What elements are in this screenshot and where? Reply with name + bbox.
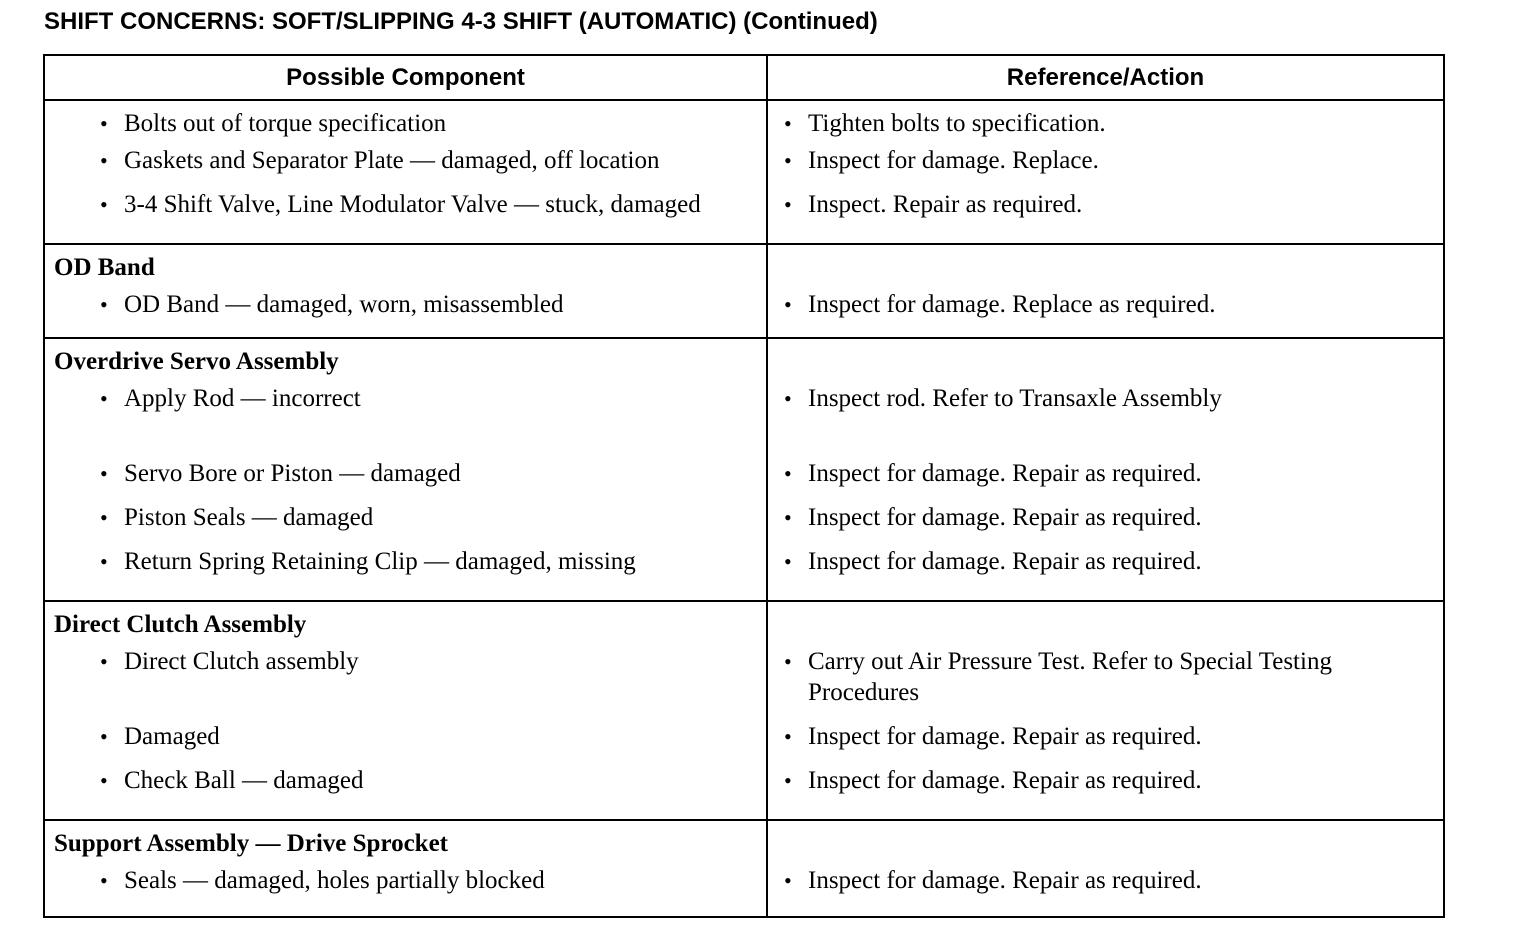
component-cell bbox=[44, 765, 767, 820]
component-cell bbox=[44, 546, 767, 601]
bullet-icon: • bbox=[784, 111, 792, 136]
group-heading-spacer bbox=[767, 244, 1444, 289]
component-text: Seals — damaged, holes partially blocked bbox=[124, 867, 545, 894]
action-text: Tighten bolts to specification. bbox=[808, 110, 1106, 137]
action-cell bbox=[767, 865, 1444, 917]
group-heading-cell bbox=[44, 244, 767, 289]
table-row bbox=[44, 646, 1444, 721]
action-cell bbox=[767, 145, 1444, 189]
table-row bbox=[44, 865, 1444, 917]
group-heading-row bbox=[44, 338, 1444, 383]
list-item bbox=[45, 189, 766, 243]
list-item bbox=[768, 721, 1443, 765]
table-row bbox=[44, 458, 1444, 502]
action-cell bbox=[767, 458, 1444, 502]
column-header-action: Reference/Action bbox=[767, 55, 1444, 100]
component-text: OD Band — damaged, worn, misassembled bbox=[124, 291, 564, 318]
action-cell bbox=[767, 646, 1444, 721]
action-cell bbox=[767, 289, 1444, 338]
bullet-icon: • bbox=[784, 768, 792, 793]
component-cell bbox=[44, 383, 767, 458]
group-heading-cell bbox=[44, 820, 767, 865]
component-cell bbox=[44, 721, 767, 765]
component-cell bbox=[44, 865, 767, 917]
component-text: Servo Bore or Piston — damaged bbox=[124, 460, 461, 487]
list-item bbox=[45, 458, 766, 502]
list-item bbox=[45, 646, 766, 721]
table-row bbox=[44, 546, 1444, 601]
list-item bbox=[768, 289, 1443, 337]
component-text: Apply Rod — incorrect bbox=[124, 385, 361, 412]
bullet-icon: • bbox=[100, 461, 108, 486]
table-row bbox=[44, 721, 1444, 765]
component-text: Check Ball — damaged bbox=[124, 767, 364, 794]
table-row bbox=[44, 765, 1444, 820]
action-text: Inspect for damage. Repair as required. bbox=[808, 723, 1202, 750]
bullet-icon: • bbox=[100, 192, 108, 217]
bullet-icon: • bbox=[100, 292, 108, 317]
bullet-icon: • bbox=[100, 724, 108, 749]
table-row bbox=[44, 502, 1444, 546]
component-text: Damaged bbox=[124, 723, 220, 750]
bullet-icon: • bbox=[100, 549, 108, 574]
group-heading-spacer bbox=[767, 601, 1444, 646]
bullet-icon: • bbox=[784, 549, 792, 574]
group-heading-row bbox=[44, 601, 1444, 646]
component-text: Direct Clutch assembly bbox=[124, 648, 359, 675]
group-heading: Direct Clutch Assembly bbox=[54, 611, 307, 638]
list-item bbox=[45, 101, 766, 145]
group-heading: OD Band bbox=[54, 254, 155, 281]
list-item bbox=[768, 546, 1443, 600]
component-cell bbox=[44, 289, 767, 338]
table-row bbox=[44, 189, 1444, 244]
bullet-icon: • bbox=[784, 292, 792, 317]
list-item bbox=[768, 458, 1443, 502]
bullet-icon: • bbox=[100, 649, 108, 674]
action-text: Inspect. Repair as required. bbox=[808, 191, 1083, 218]
column-header-component: Possible Component bbox=[44, 55, 767, 100]
bullet-icon: • bbox=[784, 724, 792, 749]
page-title: SHIFT CONCERNS: SOFT/SLIPPING 4-3 SHIFT (AUTOMATIC) (Continued) bbox=[44, 8, 878, 35]
bullet-icon: • bbox=[100, 111, 108, 136]
list-item bbox=[768, 646, 1443, 721]
bullet-icon: • bbox=[100, 148, 108, 173]
action-cell bbox=[767, 765, 1444, 820]
table-header-row bbox=[44, 55, 1444, 100]
list-item bbox=[45, 502, 766, 546]
table-row bbox=[44, 145, 1444, 189]
bullet-icon: • bbox=[100, 505, 108, 530]
bullet-icon: • bbox=[784, 505, 792, 530]
component-text: Bolts out of torque specification bbox=[124, 110, 447, 137]
bullet-icon: • bbox=[784, 192, 792, 217]
list-item bbox=[45, 721, 766, 765]
group-heading-spacer bbox=[767, 338, 1444, 383]
bullet-icon: • bbox=[784, 386, 792, 411]
component-cell bbox=[44, 100, 767, 145]
list-item bbox=[45, 289, 766, 337]
list-item bbox=[45, 546, 766, 600]
list-item bbox=[768, 145, 1443, 189]
action-text: Inspect for damage. Repair as required. bbox=[808, 767, 1202, 794]
action-text: Inspect rod. Refer to Transaxle Assembly bbox=[808, 385, 1222, 412]
group-heading: Overdrive Servo Assembly bbox=[54, 348, 339, 375]
group-heading-cell bbox=[44, 601, 767, 646]
group-heading: Support Assembly — Drive Sprocket bbox=[54, 830, 449, 857]
bullet-icon: • bbox=[100, 386, 108, 411]
component-text: Gaskets and Separator Plate — damaged, off location bbox=[124, 147, 660, 174]
group-heading-cell bbox=[44, 338, 767, 383]
list-item bbox=[45, 865, 766, 916]
bullet-icon: • bbox=[784, 649, 792, 674]
action-text: Inspect for damage. Replace as required. bbox=[808, 291, 1216, 318]
table-row bbox=[44, 289, 1444, 338]
component-cell bbox=[44, 458, 767, 502]
action-cell bbox=[767, 546, 1444, 601]
action-cell bbox=[767, 721, 1444, 765]
group-heading-row bbox=[44, 820, 1444, 865]
list-item bbox=[45, 383, 766, 458]
group-heading-row bbox=[44, 244, 1444, 289]
action-text: Inspect for damage. Repair as required. bbox=[808, 867, 1202, 894]
group-heading-spacer bbox=[767, 820, 1444, 865]
list-item bbox=[768, 383, 1443, 458]
component-cell bbox=[44, 646, 767, 721]
component-cell bbox=[44, 189, 767, 244]
bullet-icon: • bbox=[784, 868, 792, 893]
list-item bbox=[768, 865, 1443, 916]
list-item bbox=[45, 765, 766, 819]
list-item bbox=[768, 189, 1443, 243]
list-item bbox=[768, 502, 1443, 546]
bullet-icon: • bbox=[100, 768, 108, 793]
component-text: Piston Seals — damaged bbox=[124, 504, 374, 531]
action-text: Carry out Air Pressure Test. Refer to Special Testing Procedures bbox=[808, 648, 1332, 706]
list-item bbox=[45, 145, 766, 189]
action-cell bbox=[767, 383, 1444, 458]
component-cell bbox=[44, 502, 767, 546]
action-text: Inspect for damage. Repair as required. bbox=[808, 504, 1202, 531]
action-text: Inspect for damage. Replace. bbox=[808, 147, 1099, 174]
list-item bbox=[768, 765, 1443, 819]
list-item bbox=[768, 101, 1443, 145]
bullet-icon: • bbox=[784, 148, 792, 173]
bullet-icon: • bbox=[100, 868, 108, 893]
action-cell bbox=[767, 189, 1444, 244]
table-body bbox=[44, 100, 1444, 917]
table-row bbox=[44, 383, 1444, 458]
bullet-icon: • bbox=[784, 461, 792, 486]
concerns-table bbox=[43, 54, 1445, 918]
component-text: 3-4 Shift Valve, Line Modulator Valve — stuck, damaged bbox=[124, 191, 701, 218]
component-text: Return Spring Retaining Clip — damaged, missing bbox=[124, 548, 636, 575]
action-text: Inspect for damage. Repair as required. bbox=[808, 460, 1202, 487]
table-row bbox=[44, 100, 1444, 145]
action-cell bbox=[767, 100, 1444, 145]
action-cell bbox=[767, 502, 1444, 546]
component-cell bbox=[44, 145, 767, 189]
action-text: Inspect for damage. Repair as required. bbox=[808, 548, 1202, 575]
